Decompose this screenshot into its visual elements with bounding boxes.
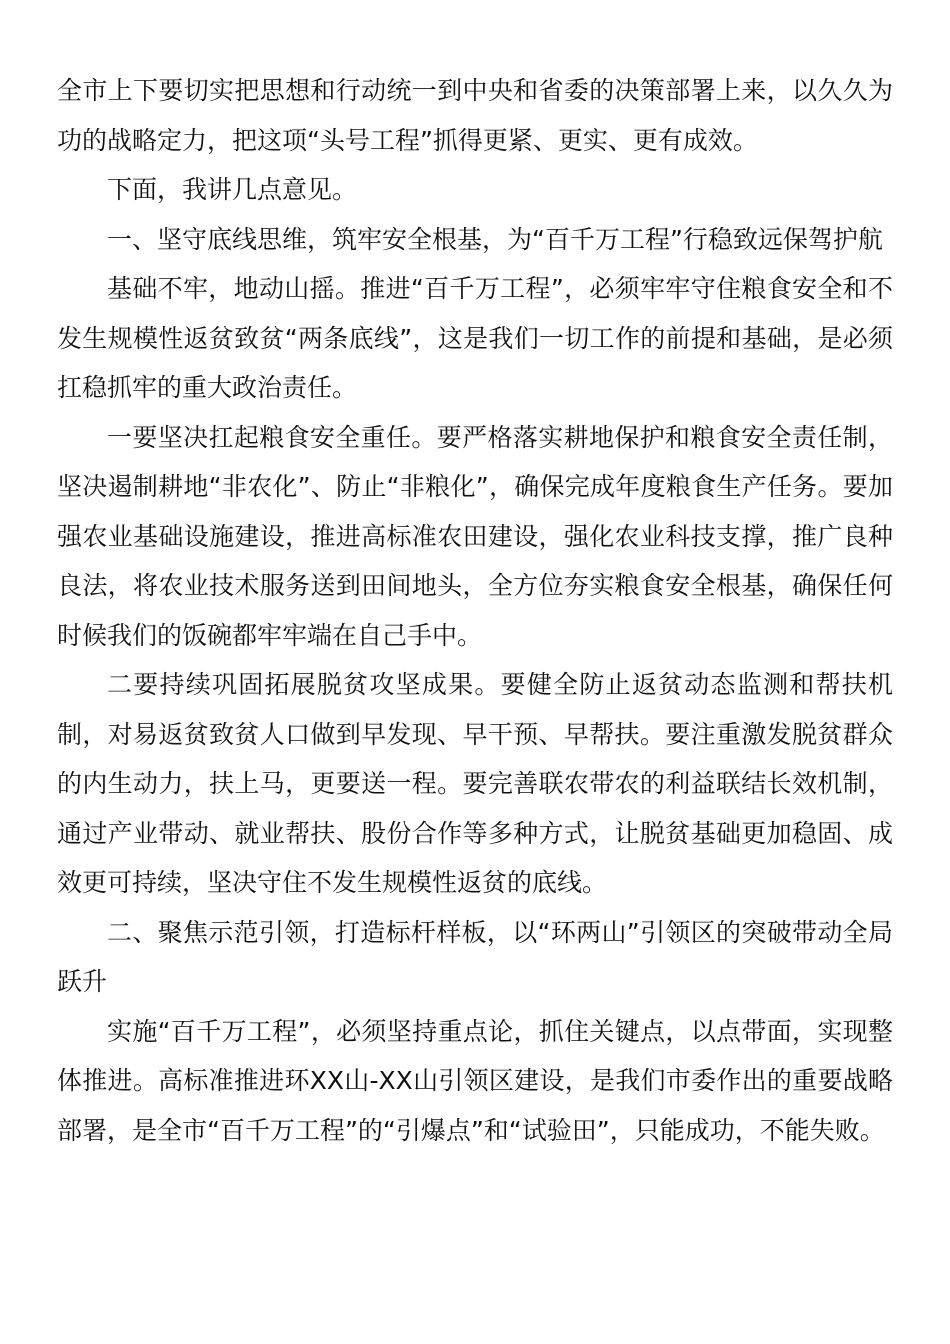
paragraph-continuation: 全市上下要切实把思想和行动统一到中央和省委的决策部署上来，以久久为功的战略定力，把这项“头号工程”抓得更紧、更实、更有成效。 <box>57 76 893 155</box>
section-heading-1: 一、坚守底线思维，筑牢安全根基，为“百千万工程”行稳致远保驾护航 <box>107 224 883 254</box>
section-heading-2: 二、聚焦示范引领，打造标杆样板，以“环两山”引领区的突破带动全局跃升 <box>57 917 893 996</box>
paragraph-demonstration: 实施“百千万工程”，必须坚持重点论，抓住关键点，以点带面，实现整体推进。高标准推进环XX山-XX山引领区建设，是我们市委作出的重要战略部署，是全市“百千万工程”的“引爆点”和“试验田”，只能成功，不能失败。 <box>57 1016 893 1145</box>
paragraph-intro: 下面，我讲几点意见。 <box>107 175 358 204</box>
paragraph-foundation: 基础不牢，地动山摇。推进“百千万工程”，必须牢牢守住粮食安全和不发生规模性返贫致贫“两条底线”，这是我们一切工作的前提和基础，是必须扛稳抓牢的重大政治责任。 <box>57 274 893 402</box>
paragraph-grain-security: 一要坚决扛起粮食安全重任。要严格落实耕地保护和粮食安全责任制，坚决遏制耕地“非农化”、防止“非粮化”，确保完成年度粮食生产任务。要加强农业基础设施建设，推进高标准农田建设，强化农业科技支撑，推广良种良法，将农业技术服务送到田间地头，全方位夯实粮食安全根基，确保任何时候我们的饭碗都牢牢端在自己手中。 <box>57 422 893 650</box>
document-body <box>57 66 893 1155</box>
paragraph-poverty-alleviation: 二要持续巩固拓展脱贫攻坚成果。要健全防止返贫动态监测和帮扶机制，对易返贫致贫人口做到早发现、早干预、早帮扶。要注重激发脱贫群众的内生动力，扶上马，更要送一程。要完善联农带农的利益联结长效机制，通过产业带动、就业帮扶、股份合作等多种方式，让脱贫基础更加稳固、成效更可持续，坚决守住不发生规模性返贫的底线。 <box>57 670 893 897</box>
